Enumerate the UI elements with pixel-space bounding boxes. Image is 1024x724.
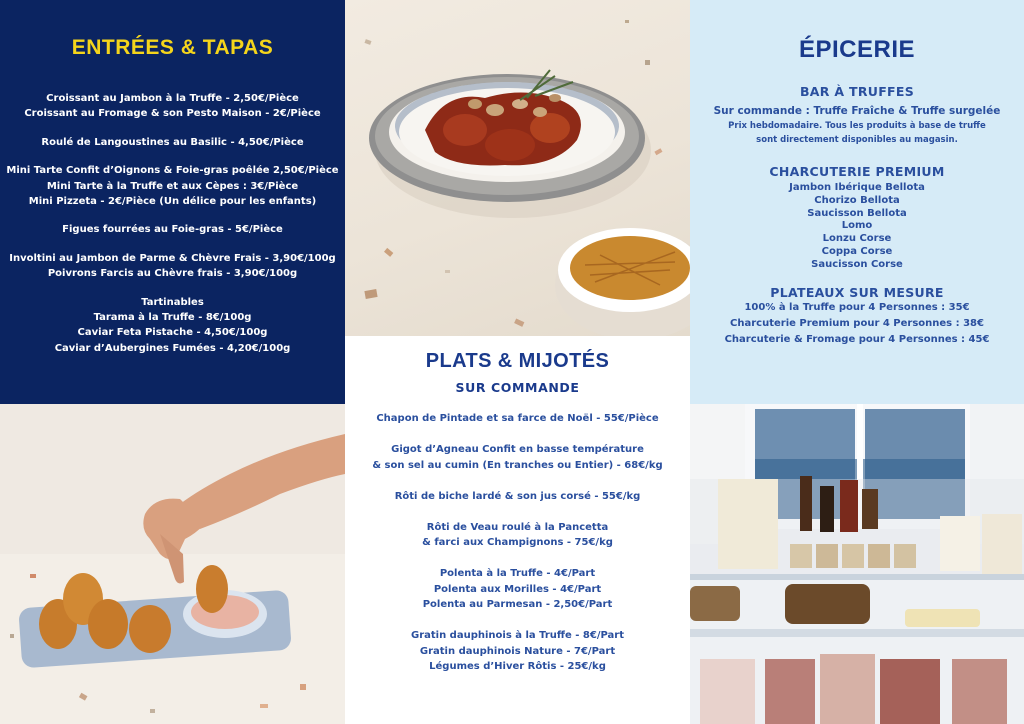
plats-group <box>345 520 690 551</box>
charcuterie-title: CHARCUTERIE PREMIUM <box>769 164 945 179</box>
bar-truffes-order: Sur commande : Truffe Fraîche & Truffe surgelée <box>713 105 1001 117</box>
entrees-group <box>0 251 345 282</box>
charcuterie-section <box>690 164 1024 272</box>
plats-group <box>345 628 690 675</box>
product <box>982 514 1022 574</box>
plateaux-section <box>690 285 1024 348</box>
shop-illustration <box>690 404 1024 724</box>
dish-photo <box>345 0 690 336</box>
menu-item: Polenta à la Truffe - 4€/Part <box>439 568 596 579</box>
menu-item: Figues fourrées au Foie-gras - 5€/Pièce <box>62 224 283 236</box>
plateau-item: Charcuterie Premium pour 4 Personnes : 38€ <box>730 318 984 329</box>
menu-item: Croissant au Fromage & son Pesto Maison - 2€/Pièce <box>24 108 321 120</box>
plats-subtitle: SUR COMMANDE <box>455 380 580 395</box>
entrees-group <box>0 163 345 209</box>
menu-item: Polenta au Parmesan - 2,50€/Part <box>422 599 613 610</box>
menu-item: Mini Tarte à la Truffe et aux Cèpes : 3€/Pièce <box>46 180 299 192</box>
menu-item: & son sel au cumin (En tranches ou Entier) - 68€/kg <box>372 459 663 471</box>
menu-item: Tarama à la Truffe - 8€/100g <box>93 312 252 324</box>
plats-list <box>345 411 690 690</box>
menu-item: Caviar d’Aubergines Fumées - 4,20€/100g <box>54 342 291 354</box>
charcuterie-item: Saucisson Corse <box>811 258 903 270</box>
menu-item: & farci aux Champignons - 75€/kg <box>422 537 613 548</box>
menu-item: Légumes d’Hiver Rôtis - 25€/kg <box>429 661 606 672</box>
menu-item: Caviar Feta Pistache - 4,50€/100g <box>77 327 268 339</box>
epicerie-title: ÉPICERIE <box>798 36 916 63</box>
plats-panel <box>345 336 690 724</box>
plateaux-title: PLATEAUX SUR MESURE <box>770 285 944 300</box>
entrees-group <box>0 91 345 122</box>
menu-item: Polenta aux Morilles - 4€/Part <box>433 583 602 595</box>
bar-truffes-title: BAR À TRUFFES <box>799 84 915 99</box>
plats-group <box>345 566 690 613</box>
epicerie-panel <box>690 0 1024 404</box>
charcuterie-item: Saucisson Bellota <box>807 207 907 219</box>
entrees-list <box>0 91 345 369</box>
charcuterie-item: Lomo <box>841 220 873 232</box>
entrees-group <box>0 295 345 357</box>
menu-item: Roulé de Langoustines au Basilic - 4,50€/Pièce <box>41 136 304 148</box>
croquettes-photo <box>0 404 345 724</box>
plats-group <box>345 489 690 505</box>
menu-item: Rôti de biche lardé & son jus corsé - 55€/kg <box>394 490 641 502</box>
plats-title: PLATS & MIJOTÉS <box>425 350 610 372</box>
product <box>840 480 858 532</box>
menu-item: Involtini au Jambon de Parme & Chèvre Frais - 3,90€/100g <box>9 252 336 264</box>
menu-item: Gratin dauphinois à la Truffe - 8€/Part <box>410 630 625 641</box>
product <box>718 479 778 569</box>
entrees-group <box>0 135 345 150</box>
croquette <box>88 599 128 649</box>
charcuterie-item: Jambon Ibérique Bellota <box>789 182 925 193</box>
bar-truffes-note: sont directement disponibles au magasin. <box>756 134 958 145</box>
bar-truffes-note: Prix hebdomadaire. Tous les produits à base de truffe <box>728 121 986 131</box>
menu-item: Chapon de Pintade et sa farce de Noël - 55€/Pièce <box>376 413 659 424</box>
charcuterie-packs <box>700 654 1007 724</box>
plateau-item: 100% à la Truffe pour 4 Personnes : 35€ <box>744 302 970 313</box>
menu-item: Gigot d’Agneau Confit en basse température <box>391 444 644 455</box>
bar-truffes-section <box>690 84 1024 147</box>
entrees-group <box>0 222 345 237</box>
fries-bowl <box>555 228 690 336</box>
entrees-title: ENTRÉES & TAPAS <box>71 36 274 59</box>
product <box>820 486 834 532</box>
product <box>940 516 980 571</box>
menu-subheading-tartinables: Tartinables <box>141 296 204 308</box>
plats-group <box>345 442 690 473</box>
menu-item: Mini Tarte Confit d’Oignons & Foie-gras poêlée 2,50€/Pièce <box>6 165 339 177</box>
menu-item: Gratin dauphinois Nature - 7€/Part <box>419 645 616 657</box>
menu-item: Croissant au Jambon à la Truffe - 2,50€/Pièce <box>46 93 299 104</box>
product <box>862 489 878 529</box>
cheese <box>905 609 980 627</box>
croquette <box>129 605 171 653</box>
charcuterie-item: Chorizo Bellota <box>814 194 900 206</box>
shop-photo <box>690 404 1024 724</box>
charcuterie-item: Coppa Corse <box>821 245 893 257</box>
menu-item: Rôti de Veau roulé à la Pancetta <box>426 521 609 533</box>
product <box>800 476 812 531</box>
charcuterie-item: Lonzu Corse <box>822 233 892 245</box>
entrees-panel <box>0 0 345 404</box>
croquettes-illustration <box>0 404 345 724</box>
dish-illustration <box>345 0 690 336</box>
plateau-item: Charcuterie & Fromage pour 4 Personnes : 45€ <box>724 334 990 345</box>
plats-group <box>345 411 690 427</box>
bread <box>785 584 870 624</box>
menu-item: Mini Pizzeta - 2€/Pièce (Un délice pour les enfants) <box>28 196 317 208</box>
jars <box>790 544 916 568</box>
menu-item: Poivrons Farcis au Chèvre frais - 3,90€/100g <box>47 268 298 280</box>
